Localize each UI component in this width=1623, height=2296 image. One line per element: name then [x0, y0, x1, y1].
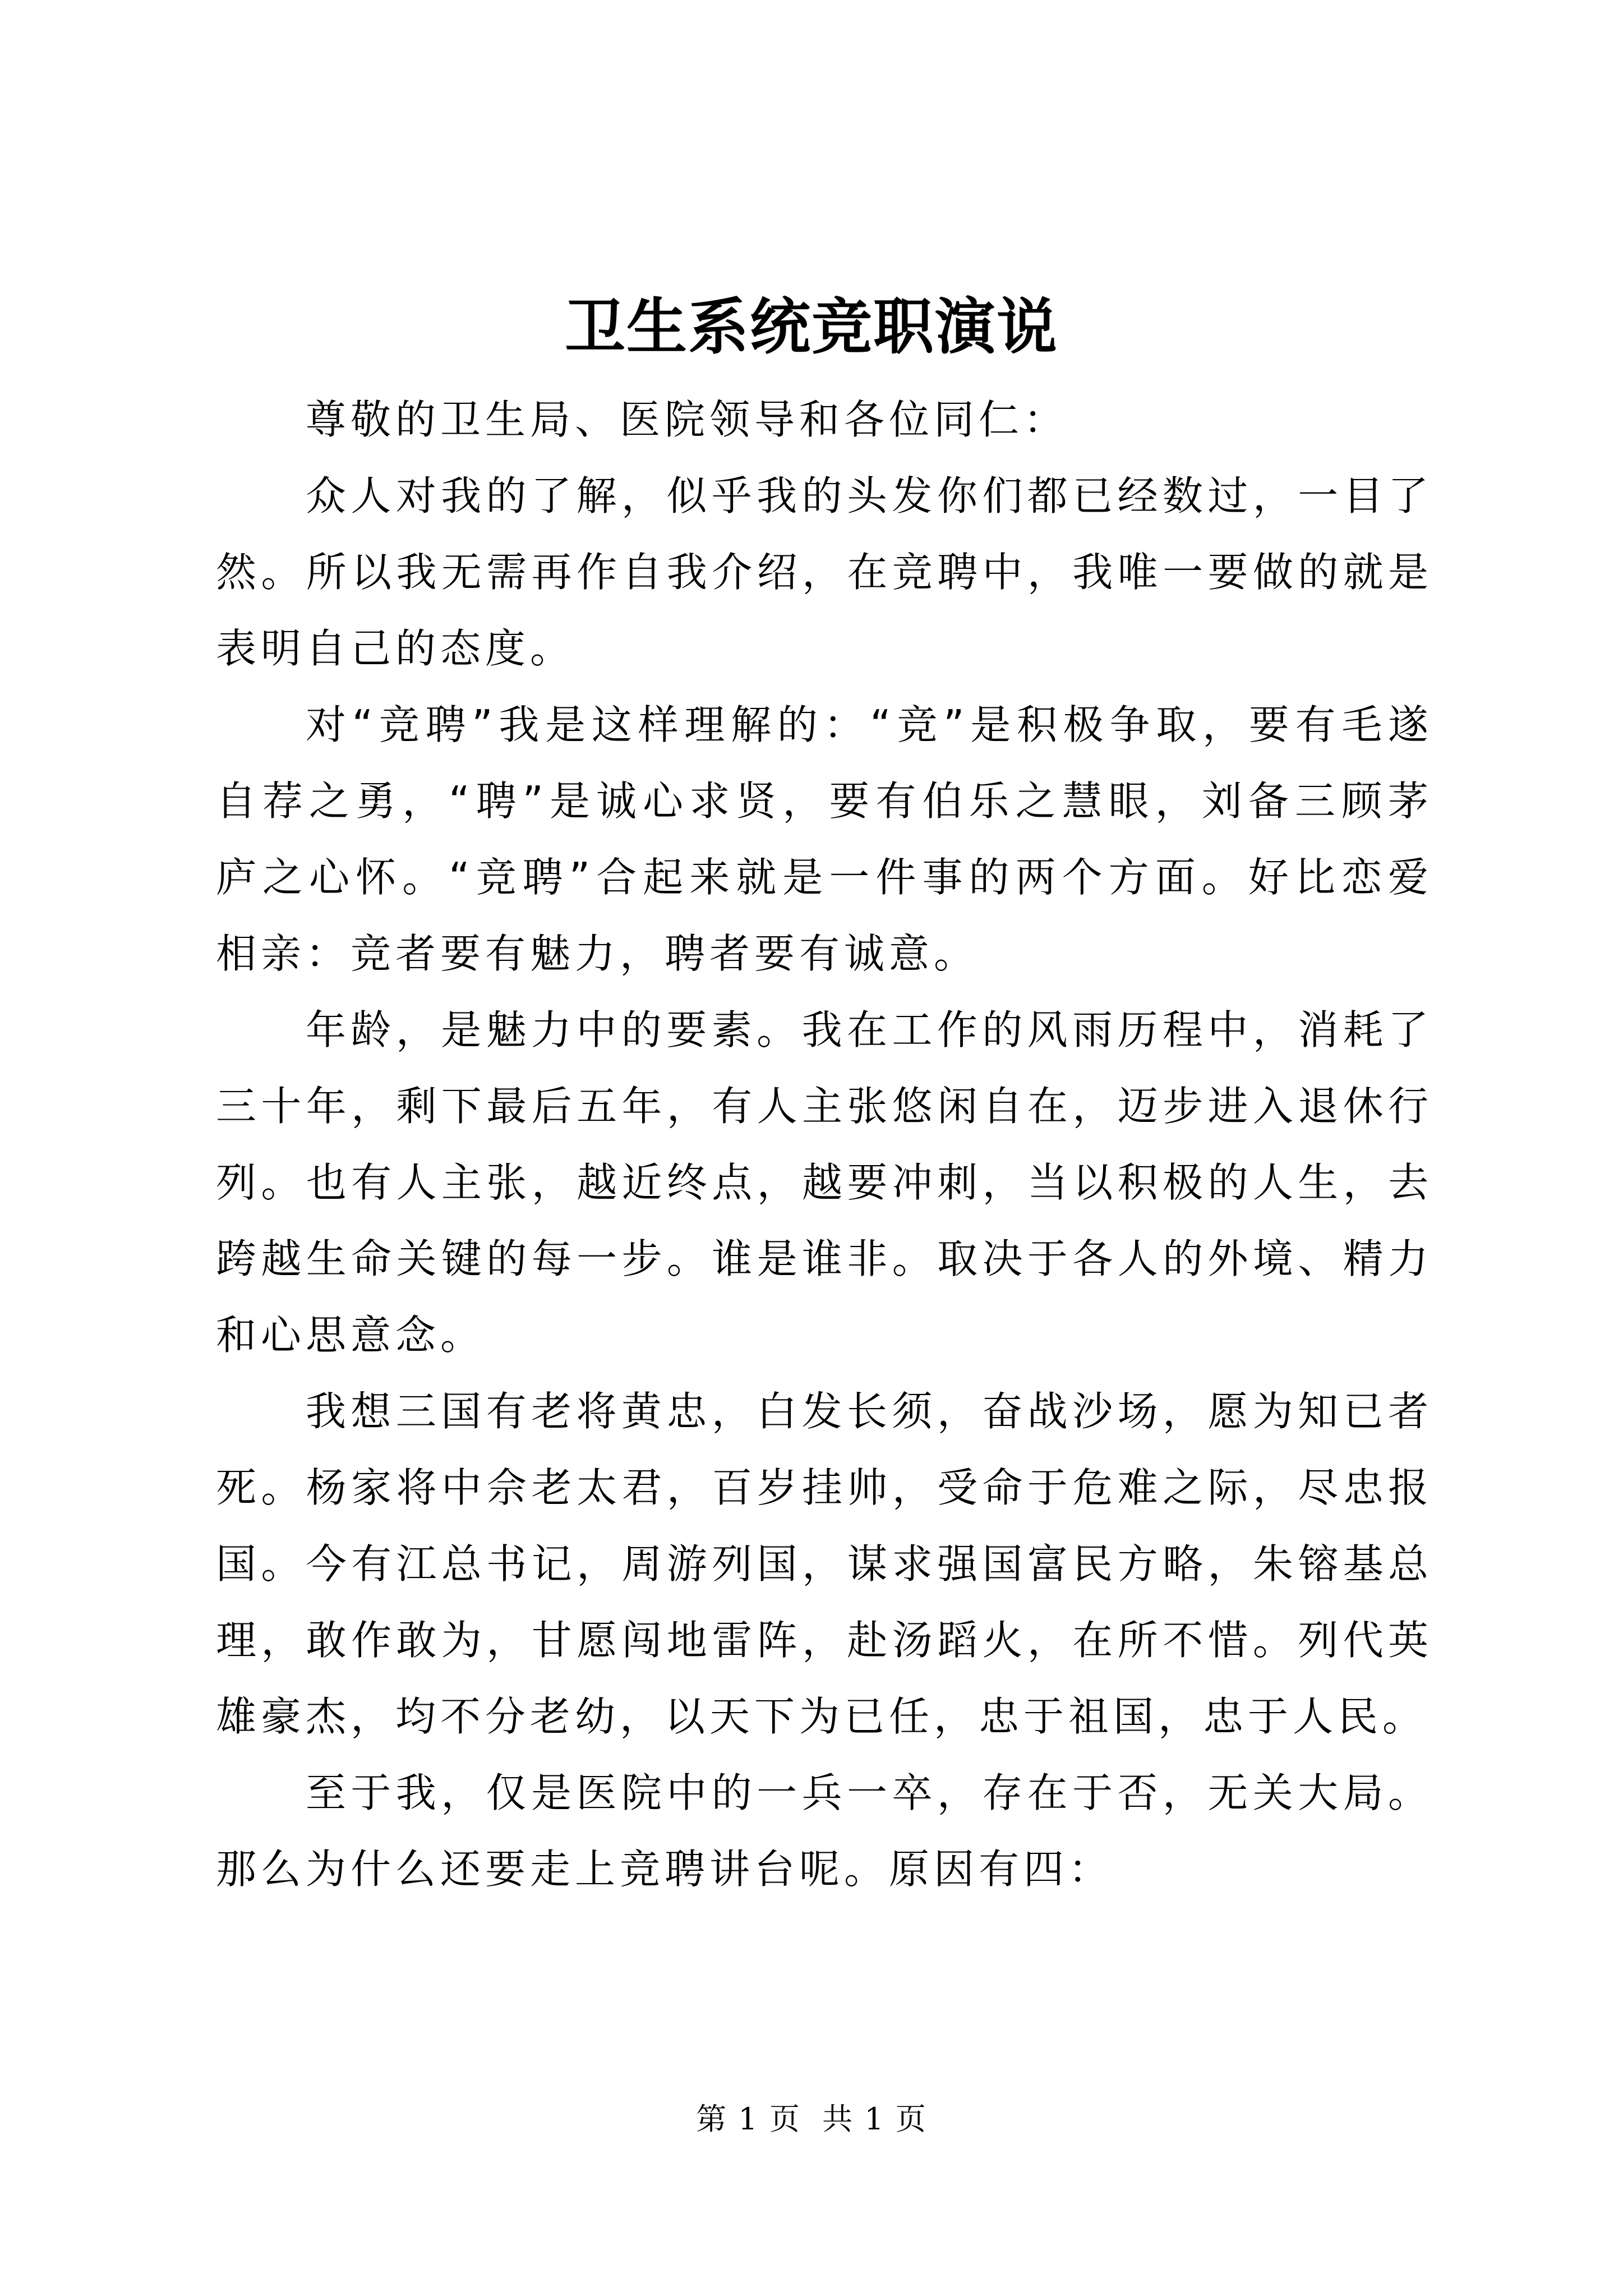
salutation-paragraph: 尊敬的卫生局、医院领导和各位同仁： [306, 396, 1069, 443]
document-body [216, 381, 1433, 1907]
page-number-label: 第 1 页 共 1 页 [696, 2101, 927, 2137]
body-paragraph: 至于我，仅是医院中的一兵一卒，存在于否，无关大局。那么为什么还要走上竞聘讲台呢。原因有四： [216, 1769, 1433, 1893]
body-paragraph: 众人对我的了解，似乎我的头发你们都已经数过，一目了然。所以我无需再作自我介绍，在竞聘中，我唯一要做的就是表明自己的态度。 [216, 472, 1433, 672]
body-paragraph: 对“竞聘”我是这样理解的：“竞”是积极争取，要有毛遂自荐之勇，“聘”是诚心求贤，要有伯乐之慧眼，刘备三顾茅庐之心怀。“竞聘”合起来就是一件事的两个方面。好比恋爱相亲：竞者要有魅力，聘者要有诚意。 [216, 701, 1433, 977]
body-paragraph: 我想三国有老将黄忠，白发长须，奋战沙场，愿为知已者死。杨家将中佘老太君，百岁挂帅，受命于危难之际，尽忠报国。今有江总书记，周游列国，谋求强国富民方略，朱镕基总理，敢作敢为，甘愿闯地雷阵，赴汤蹈火，在所不惜。列代英雄豪杰，均不分老幼，以天下为已任，忠于祖国，忠于人民。 [216, 1388, 1433, 1740]
body-paragraph: 年龄，是魅力中的要素。我在工作的风雨历程中，消耗了三十年，剩下最后五年，有人主张悠闲自在，迈步进入退休行列。也有人主张，越近终点，越要冲刺，当以积极的人生，去跨越生命关键的每一步。谁是谁非。取决于各人的外境、精力和心思意念。 [216, 1006, 1433, 1359]
page-footer [0, 2097, 1623, 2142]
document-title: 卫生系统竞职演说 [564, 292, 1058, 362]
